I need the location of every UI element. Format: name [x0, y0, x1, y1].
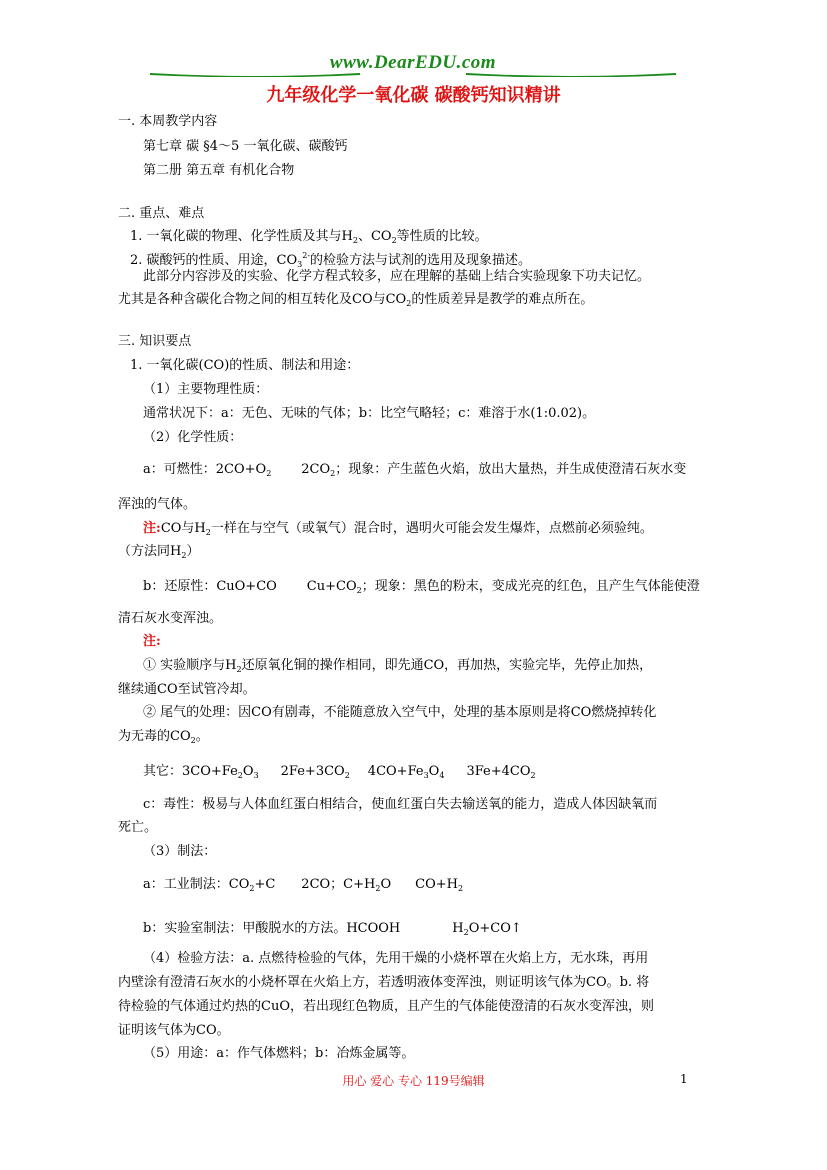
page-footer: 用心 爱心 专心 119号编辑: [342, 1074, 485, 1088]
preparation-heading: （3）制法：: [143, 844, 217, 859]
section-heading-3: 三. 知识要点: [118, 334, 192, 349]
other-reactions: 其它：$3CO+Fe_2O_3$ $2Fe+3CO_2$ $4CO+Fe_3O_4$ $3Fe+4CO_2$: [143, 764, 536, 780]
section1-line-2: 第二册 第五章 有机化合物: [143, 163, 295, 178]
combustibility-equation: a：可燃性：$2CO+O_2$ $2CO_2$；现象：产生蓝色火焰，放出大量热，并生成使澄清石灰水变: [143, 462, 687, 478]
key-point-1: 1. 一氧化碳的物理、化学性质及其与$H_2$、$CO_2$等性质的比较。: [130, 229, 488, 245]
note-2-point-2-continued: 为无毒的$CO_2$。: [118, 729, 209, 745]
combustibility-continued: 浑浊的气体。: [118, 497, 197, 512]
note-1: 注:CO与$H_2$一样在与空气（或氧气）混合时，遇明火可能会发生爆炸，点燃前必须验纯。: [143, 521, 653, 537]
logo-text: www.DearEDU.com: [329, 52, 497, 73]
industrial-preparation: a：工业制法：$CO_2+C$ 2CO；$C+H_2O$ $CO+H_2$: [143, 877, 464, 893]
reducibility-equation: b：还原性：CuO+CO $Cu+CO_2$；现象：黑色的粉末，变成光亮的红色，且产生气体能使澄: [143, 579, 700, 595]
reducibility-continued: 清石灰水变浑浊。: [118, 611, 223, 626]
toxicity: c：毒性：极易与人体血红蛋白相结合，使血红蛋白失去输送氧的能力，造成人体因缺氧而: [143, 797, 658, 812]
detection-method-line-1: （4）检验方法：a. 点燃待检验的气体，先用干燥的小烧杯罩在火焰上方，无水珠，再用: [143, 951, 649, 966]
lab-preparation: b：实验室制法：甲酸脱水的方法。HCOOH $H_2O+CO↑$: [143, 921, 522, 937]
chemical-properties-heading: （2）化学性质：: [143, 430, 243, 445]
toxicity-continued: 死亡。: [118, 820, 158, 835]
physical-properties: 通常状况下：a：无色、无味的气体；b：比空气略轻；c：难溶于水(1:0.02)。: [143, 406, 596, 421]
key-point-2: 2. 碳酸钙的性质、用途，$CO_3^{2-}$的检验方法与试剂的选用及现象描述。: [130, 251, 532, 269]
difficulty-paragraph-2: 尤其是各种含碳化合物之间的相互转化及CO与$CO_2$的性质差异是教学的难点所在。: [118, 292, 594, 308]
note-2-point-2: ② 尾气的处理：因CO有剧毒，不能随意放入空气中，处理的基本原则是将CO燃烧掉转化: [143, 705, 657, 720]
note-2-point-1: ① 实验顺序与$H_2$还原氧化铜的操作相同，即先通CO，再加热，实验完毕，先停止加热，: [143, 658, 653, 674]
section-heading-1: 一. 本周教学内容: [118, 114, 218, 129]
knowledge-item-1: 1. 一氧化碳(CO)的性质、制法和用途：: [130, 358, 360, 373]
physical-properties-heading: （1）主要物理性质：: [143, 382, 269, 397]
detection-method-line-3: 待检验的气体通过灼热的CuO，若出现红色物质，且产生的气体能使澄清的石灰水变浑浊，则: [118, 999, 654, 1014]
section1-line-1: 第七章 碳 §4～5 一氧化碳、碳酸钙: [143, 139, 348, 154]
detection-method-line-2: 内壁涂有澄清石灰水的小烧杯罩在火焰上方，若透明液体变浑浊，则证明该气体为CO。b. 将: [118, 975, 650, 990]
page-title: 九年级化学一氧化碳 碳酸钙知识精讲: [266, 85, 561, 106]
page-number: 1: [680, 1072, 688, 1086]
uses: （5）用途：a：作气体燃料；b：冶炼金属等。: [143, 1046, 415, 1061]
site-logo[interactable]: [150, 52, 676, 76]
section-heading-2: 二. 重点、难点: [118, 206, 205, 221]
detection-method-line-4: 证明该气体为CO。: [118, 1023, 230, 1038]
logo-swoosh-right-icon: [466, 71, 676, 77]
note-2-point-1-continued: 继续通CO至试管冷却。: [118, 682, 256, 697]
difficulty-paragraph-1: 此部分内容涉及的实验、化学方程式较多，应在理解的基础上结合实验现象下功夫记忆。: [143, 269, 651, 284]
note-2-label: 注:: [143, 634, 161, 649]
note-1-continued: （方法同$H_2$）: [118, 544, 200, 560]
